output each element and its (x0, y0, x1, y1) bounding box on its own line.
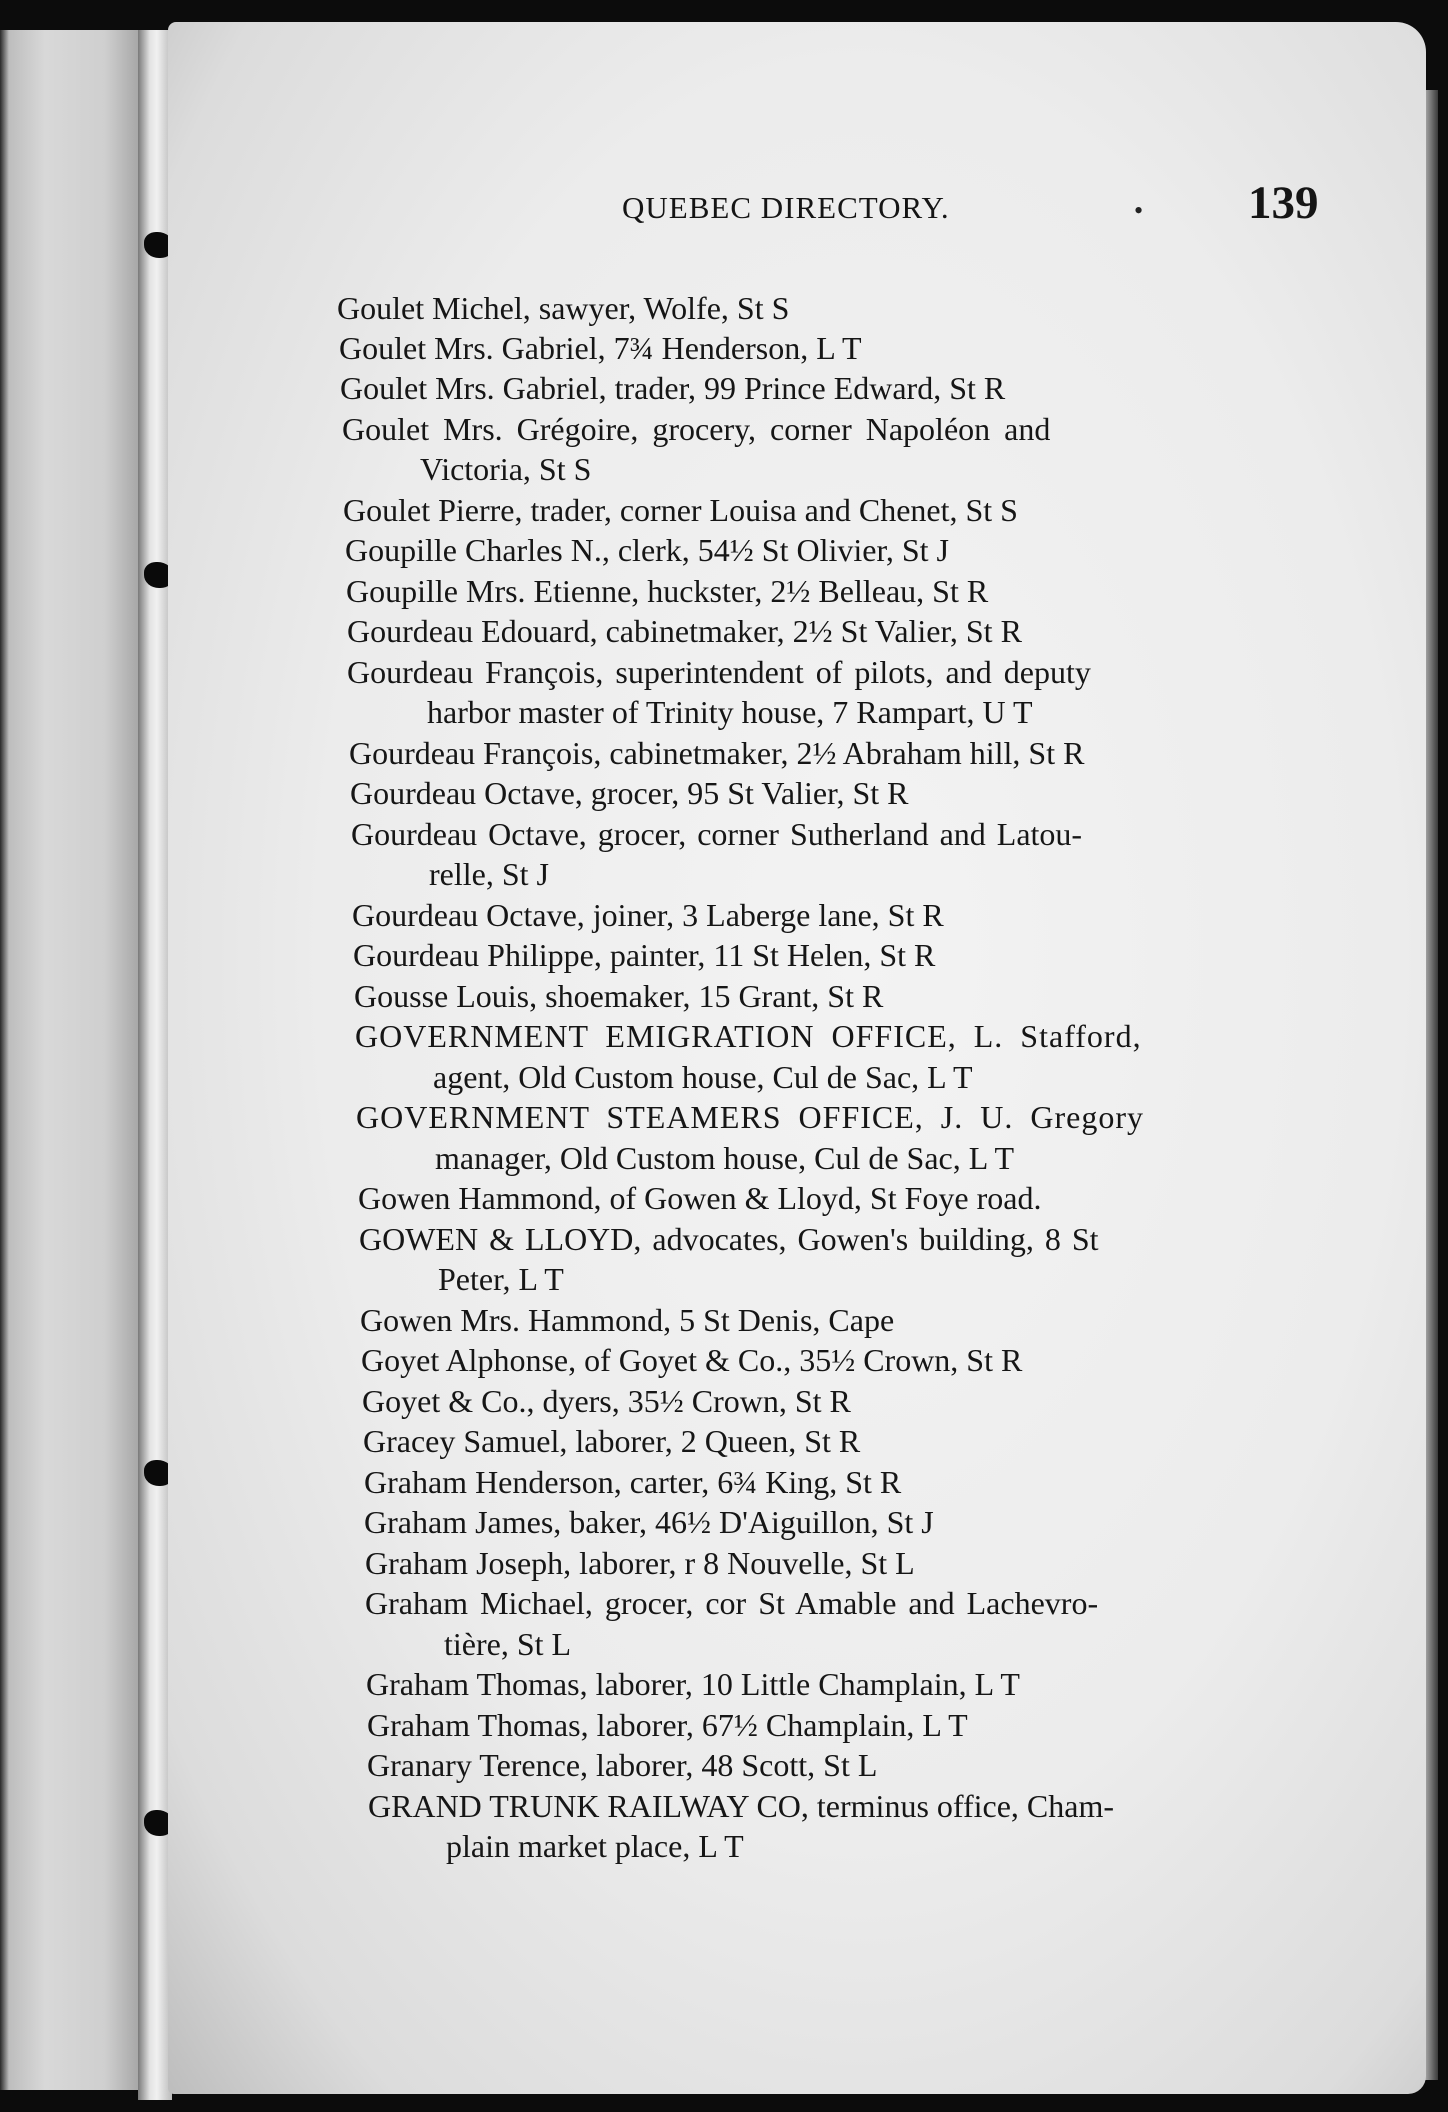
entry-line-continuation: Victoria, St S (420, 451, 592, 487)
entry-line: Graham Thomas, laborer, 67½ Champlain, L T (367, 1707, 968, 1743)
entry-line: Graham Henderson, carter, 6¾ King, St R (364, 1464, 902, 1500)
entry-line: Gowen Hammond, of Gowen & Lloyd, St Foye road. (358, 1180, 1042, 1216)
entry-line: Graham Thomas, laborer, 10 Little Champlain, L T (366, 1666, 1020, 1702)
entry-line: Graham Joseph, laborer, r 8 Nouvelle, St L (365, 1545, 915, 1581)
entry-line: Gowen Mrs. Hammond, 5 St Denis, Cape (360, 1302, 895, 1338)
page-number: 139 (1248, 177, 1319, 229)
entry-line: GOVERNMENT STEAMERS OFFICE, J. U. Gregory (356, 1099, 1144, 1135)
running-header: QUEBEC DIRECTORY. (622, 190, 950, 225)
entry-line: Goulet Pierre, trader, corner Louisa and Chenet, St S (343, 492, 1018, 528)
entry-line: Gourdeau Philippe, painter, 11 St Helen, St R (353, 937, 936, 973)
entry-line: Goyet Alphonse, of Goyet & Co., 35½ Crown, St R (361, 1342, 1023, 1378)
entry-line-continuation: tière, St L (444, 1626, 572, 1662)
entry-line-continuation: relle, St J (429, 856, 549, 892)
entry-line: Goupille Charles N., clerk, 54½ St Olivier, St J (345, 532, 949, 568)
entry-line: Goulet Mrs. Grégoire, grocery, corner Napoléon and (342, 411, 1051, 447)
entry-line: Graham James, baker, 46½ D'Aiguillon, St J (364, 1504, 934, 1540)
entry-line: Goulet Mrs. Gabriel, trader, 99 Prince Edward, St R (340, 370, 1006, 406)
entry-line: GOWEN & LLOYD, advocates, Gowen's building, 8 St (359, 1221, 1099, 1257)
entry-line-continuation: Peter, L T (438, 1261, 564, 1297)
entry-line: Goulet Mrs. Gabriel, 7¾ Henderson, L T (339, 330, 862, 366)
header-dot: • (1134, 196, 1144, 225)
entry-line: Gourdeau François, superintendent of pilots, and deputy (347, 654, 1091, 690)
entry-line: Goulet Michel, sawyer, Wolfe, St S (337, 290, 790, 326)
entry-line-continuation: harbor master of Trinity house, 7 Rampart, U T (427, 694, 1033, 730)
entry-line: Gousse Louis, shoemaker, 15 Grant, St R (354, 978, 884, 1014)
entry-line-continuation: plain market place, L T (446, 1828, 744, 1864)
entry-line: Gourdeau Edouard, cabinetmaker, 2½ St Valier, St R (347, 613, 1022, 649)
entry-line-continuation: agent, Old Custom house, Cul de Sac, L T (433, 1059, 973, 1095)
entry-line: Gourdeau Octave, joiner, 3 Laberge lane, St R (352, 897, 944, 933)
entry-line: GRAND TRUNK RAILWAY CO, terminus office, Cham- (368, 1788, 1115, 1824)
entry-line: Gracey Samuel, laborer, 2 Queen, St R (363, 1423, 861, 1459)
entry-line: GOVERNMENT EMIGRATION OFFICE, L. Stafford, (355, 1018, 1142, 1054)
entry-line: Goyet & Co., dyers, 35½ Crown, St R (362, 1383, 851, 1419)
entry-line: Gourdeau Octave, grocer, 95 St Valier, St R (350, 775, 909, 811)
entry-line: Gourdeau François, cabinetmaker, 2½ Abraham hill, St R (349, 735, 1085, 771)
entry-line: Granary Terence, laborer, 48 Scott, St L (367, 1747, 878, 1783)
entry-line: Gourdeau Octave, grocer, corner Sutherland and Latou- (351, 816, 1083, 852)
entry-line: Graham Michael, grocer, cor St Amable and Lachevro- (365, 1585, 1099, 1621)
entry-line: Goupille Mrs. Etienne, huckster, 2½ Belleau, St R (346, 573, 989, 609)
entry-line-continuation: manager, Old Custom house, Cul de Sac, L T (435, 1140, 1015, 1176)
